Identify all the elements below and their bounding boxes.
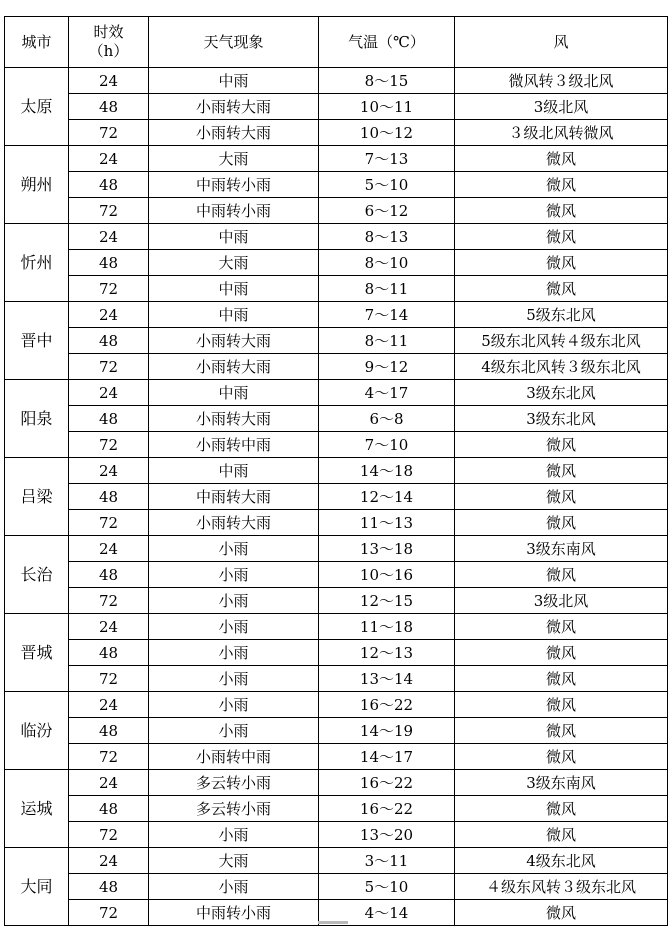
table-row bbox=[5, 172, 668, 198]
weather-cell: 小雨转大雨 bbox=[149, 120, 319, 146]
temperature-cell: 12～13 bbox=[319, 640, 455, 666]
wind-cell: 微风 bbox=[455, 510, 668, 536]
header-period bbox=[69, 17, 149, 68]
weather-cell: 小雨转大雨 bbox=[149, 510, 319, 536]
hours-cell: 72 bbox=[69, 666, 149, 692]
table-row bbox=[5, 796, 668, 822]
table-row bbox=[5, 146, 668, 172]
temperature-cell: 13～18 bbox=[319, 536, 455, 562]
table-row bbox=[5, 432, 668, 458]
hours-cell: 24 bbox=[69, 302, 149, 328]
hours-cell: 72 bbox=[69, 276, 149, 302]
table-row bbox=[5, 640, 668, 666]
wind-cell: ３级北风转微风 bbox=[455, 120, 668, 146]
hours-cell: 24 bbox=[69, 458, 149, 484]
city-cell: 吕梁 bbox=[5, 458, 69, 536]
wind-cell: 微风 bbox=[455, 718, 668, 744]
table-row bbox=[5, 588, 668, 614]
hours-cell: 24 bbox=[69, 536, 149, 562]
header-period-line1: 时效 bbox=[93, 23, 124, 41]
header-weather: 天气现象 bbox=[149, 17, 319, 68]
city-cell: 长治 bbox=[5, 536, 69, 614]
temperature-cell: 8～11 bbox=[319, 328, 455, 354]
wind-cell: 3级北风 bbox=[455, 94, 668, 120]
temperature-cell: 10～16 bbox=[319, 562, 455, 588]
temperature-cell: 7～13 bbox=[319, 146, 455, 172]
weather-cell: 大雨 bbox=[149, 250, 319, 276]
table-row bbox=[5, 718, 668, 744]
weather-cell: 小雨 bbox=[149, 874, 319, 900]
temperature-cell: 10～11 bbox=[319, 94, 455, 120]
hours-cell: 48 bbox=[69, 328, 149, 354]
wind-cell: 微风 bbox=[455, 900, 668, 926]
hours-cell: 72 bbox=[69, 432, 149, 458]
table-row bbox=[5, 302, 668, 328]
weather-cell: 中雨 bbox=[149, 302, 319, 328]
header-period-line2: （h） bbox=[88, 42, 129, 60]
wind-cell: 微风 bbox=[455, 484, 668, 510]
temperature-cell: 12～14 bbox=[319, 484, 455, 510]
hours-cell: 24 bbox=[69, 224, 149, 250]
city-cell: 临汾 bbox=[5, 692, 69, 770]
temperature-cell: 14～17 bbox=[319, 744, 455, 770]
table-row bbox=[5, 536, 668, 562]
hours-cell: 48 bbox=[69, 874, 149, 900]
weather-cell: 中雨 bbox=[149, 68, 319, 94]
table-row bbox=[5, 614, 668, 640]
wind-cell: 4级东北风转３级东北风 bbox=[455, 354, 668, 380]
table-row bbox=[5, 692, 668, 718]
hours-cell: 72 bbox=[69, 900, 149, 926]
temperature-cell: 16～22 bbox=[319, 770, 455, 796]
wind-cell: 3级东北风 bbox=[455, 406, 668, 432]
weather-cell: 小雨转大雨 bbox=[149, 354, 319, 380]
temperature-cell: 10～12 bbox=[319, 120, 455, 146]
temperature-cell: 5～10 bbox=[319, 874, 455, 900]
hours-cell: 72 bbox=[69, 354, 149, 380]
hours-cell: 48 bbox=[69, 406, 149, 432]
wind-cell: 微风 bbox=[455, 640, 668, 666]
temperature-cell: 8～10 bbox=[319, 250, 455, 276]
weather-cell: 小雨 bbox=[149, 536, 319, 562]
wind-cell: 微风 bbox=[455, 458, 668, 484]
temperature-cell: 7～14 bbox=[319, 302, 455, 328]
temperature-cell: 6～8 bbox=[319, 406, 455, 432]
table-row bbox=[5, 120, 668, 146]
wind-cell: 微风 bbox=[455, 562, 668, 588]
forecast-body bbox=[5, 68, 668, 926]
hours-cell: 72 bbox=[69, 198, 149, 224]
table-row bbox=[5, 484, 668, 510]
header-wind: 风 bbox=[455, 17, 668, 68]
weather-cell: 小雨 bbox=[149, 588, 319, 614]
table-row bbox=[5, 848, 668, 874]
wind-cell: 微风 bbox=[455, 224, 668, 250]
table-row bbox=[5, 198, 668, 224]
weather-cell: 小雨 bbox=[149, 614, 319, 640]
city-cell: 晋中 bbox=[5, 302, 69, 380]
temperature-cell: 13～14 bbox=[319, 666, 455, 692]
temperature-cell: 3～11 bbox=[319, 848, 455, 874]
temperature-cell: 14～19 bbox=[319, 718, 455, 744]
wind-cell: 微风 bbox=[455, 692, 668, 718]
weather-cell: 多云转小雨 bbox=[149, 796, 319, 822]
table-row bbox=[5, 276, 668, 302]
city-cell: 大同 bbox=[5, 848, 69, 926]
forecast-table bbox=[4, 16, 668, 926]
temperature-cell: 14～18 bbox=[319, 458, 455, 484]
wind-cell: 5级东北风转４级东北风 bbox=[455, 328, 668, 354]
temperature-cell: 12～15 bbox=[319, 588, 455, 614]
weather-cell: 中雨 bbox=[149, 224, 319, 250]
city-cell: 阳泉 bbox=[5, 380, 69, 458]
table-row bbox=[5, 874, 668, 900]
temperature-cell: 6～12 bbox=[319, 198, 455, 224]
temperature-cell: 11～13 bbox=[319, 510, 455, 536]
hours-cell: 48 bbox=[69, 484, 149, 510]
weather-cell: 中雨转小雨 bbox=[149, 900, 319, 926]
wind-cell: 3级东南风 bbox=[455, 536, 668, 562]
weather-cell: 中雨 bbox=[149, 458, 319, 484]
weather-cell: 中雨转小雨 bbox=[149, 198, 319, 224]
table-row bbox=[5, 822, 668, 848]
weather-cell: 小雨转中雨 bbox=[149, 744, 319, 770]
hours-cell: 48 bbox=[69, 172, 149, 198]
wind-cell: 微风 bbox=[455, 198, 668, 224]
temperature-cell: 7～10 bbox=[319, 432, 455, 458]
weather-cell: 中雨转大雨 bbox=[149, 484, 319, 510]
temperature-cell: 4～17 bbox=[319, 380, 455, 406]
hours-cell: 72 bbox=[69, 822, 149, 848]
wind-cell: 4级东北风 bbox=[455, 848, 668, 874]
wind-cell: 3级北风 bbox=[455, 588, 668, 614]
weather-cell: 小雨转大雨 bbox=[149, 94, 319, 120]
wind-cell: 3级东北风 bbox=[455, 380, 668, 406]
temperature-cell: 8～13 bbox=[319, 224, 455, 250]
table-row bbox=[5, 510, 668, 536]
wind-cell: 5级东北风 bbox=[455, 302, 668, 328]
hours-cell: 24 bbox=[69, 614, 149, 640]
hours-cell: 48 bbox=[69, 796, 149, 822]
hours-cell: 48 bbox=[69, 250, 149, 276]
weather-cell: 小雨 bbox=[149, 666, 319, 692]
table-row bbox=[5, 770, 668, 796]
weather-cell: 小雨 bbox=[149, 822, 319, 848]
hours-cell: 72 bbox=[69, 510, 149, 536]
weather-cell: 小雨转大雨 bbox=[149, 328, 319, 354]
wind-cell: 微风 bbox=[455, 276, 668, 302]
weather-cell: 小雨 bbox=[149, 562, 319, 588]
table-row bbox=[5, 354, 668, 380]
hours-cell: 24 bbox=[69, 380, 149, 406]
hours-cell: 48 bbox=[69, 640, 149, 666]
weather-cell: 中雨 bbox=[149, 380, 319, 406]
weather-cell: 小雨 bbox=[149, 640, 319, 666]
wind-cell: 微风 bbox=[455, 146, 668, 172]
weather-cell: 中雨转小雨 bbox=[149, 172, 319, 198]
hours-cell: 72 bbox=[69, 120, 149, 146]
city-cell: 忻州 bbox=[5, 224, 69, 302]
hours-cell: 24 bbox=[69, 146, 149, 172]
weather-cell: 大雨 bbox=[149, 848, 319, 874]
table-row bbox=[5, 666, 668, 692]
city-cell: 太原 bbox=[5, 68, 69, 146]
temperature-cell: 16～22 bbox=[319, 692, 455, 718]
table-row bbox=[5, 562, 668, 588]
temperature-cell: 8～15 bbox=[319, 68, 455, 94]
temperature-cell: 16～22 bbox=[319, 796, 455, 822]
hours-cell: 48 bbox=[69, 94, 149, 120]
table-row bbox=[5, 94, 668, 120]
hours-cell: 72 bbox=[69, 588, 149, 614]
weather-cell: 小雨转大雨 bbox=[149, 406, 319, 432]
table-row bbox=[5, 458, 668, 484]
wind-cell: 微风转３级北风 bbox=[455, 68, 668, 94]
wind-cell: 微风 bbox=[455, 432, 668, 458]
temperature-cell: 9～12 bbox=[319, 354, 455, 380]
wind-cell: 微风 bbox=[455, 172, 668, 198]
wind-cell: 微风 bbox=[455, 822, 668, 848]
city-cell: 晋城 bbox=[5, 614, 69, 692]
weather-cell: 小雨 bbox=[149, 718, 319, 744]
wind-cell: 微风 bbox=[455, 744, 668, 770]
temperature-cell: 13～20 bbox=[319, 822, 455, 848]
weather-cell: 中雨 bbox=[149, 276, 319, 302]
wind-cell: 微风 bbox=[455, 666, 668, 692]
table-row bbox=[5, 328, 668, 354]
header-temperature: 气温（℃） bbox=[319, 17, 455, 68]
header-city: 城市 bbox=[5, 17, 69, 68]
hours-cell: 24 bbox=[69, 692, 149, 718]
hours-cell: 48 bbox=[69, 562, 149, 588]
temperature-cell: 11～18 bbox=[319, 614, 455, 640]
wind-cell: 3级东南风 bbox=[455, 770, 668, 796]
table-row bbox=[5, 406, 668, 432]
table-row bbox=[5, 68, 668, 94]
temperature-cell: 4～14 bbox=[319, 900, 455, 926]
temperature-cell: 5～10 bbox=[319, 172, 455, 198]
hours-cell: 24 bbox=[69, 848, 149, 874]
city-cell: 运城 bbox=[5, 770, 69, 848]
table-row bbox=[5, 224, 668, 250]
wind-cell: ４级东风转３级东北风 bbox=[455, 874, 668, 900]
weather-cell: 小雨 bbox=[149, 692, 319, 718]
hours-cell: 24 bbox=[69, 770, 149, 796]
bottom-divider-mark bbox=[318, 921, 348, 924]
hours-cell: 24 bbox=[69, 68, 149, 94]
weather-cell: 多云转小雨 bbox=[149, 770, 319, 796]
hours-cell: 48 bbox=[69, 718, 149, 744]
temperature-cell: 8～11 bbox=[319, 276, 455, 302]
city-cell: 朔州 bbox=[5, 146, 69, 224]
wind-cell: 微风 bbox=[455, 614, 668, 640]
table-row bbox=[5, 380, 668, 406]
wind-cell: 微风 bbox=[455, 250, 668, 276]
wind-cell: 微风 bbox=[455, 796, 668, 822]
weather-cell: 小雨转中雨 bbox=[149, 432, 319, 458]
header-row bbox=[5, 17, 668, 68]
table-row bbox=[5, 250, 668, 276]
table-row bbox=[5, 744, 668, 770]
weather-cell: 大雨 bbox=[149, 146, 319, 172]
hours-cell: 72 bbox=[69, 744, 149, 770]
